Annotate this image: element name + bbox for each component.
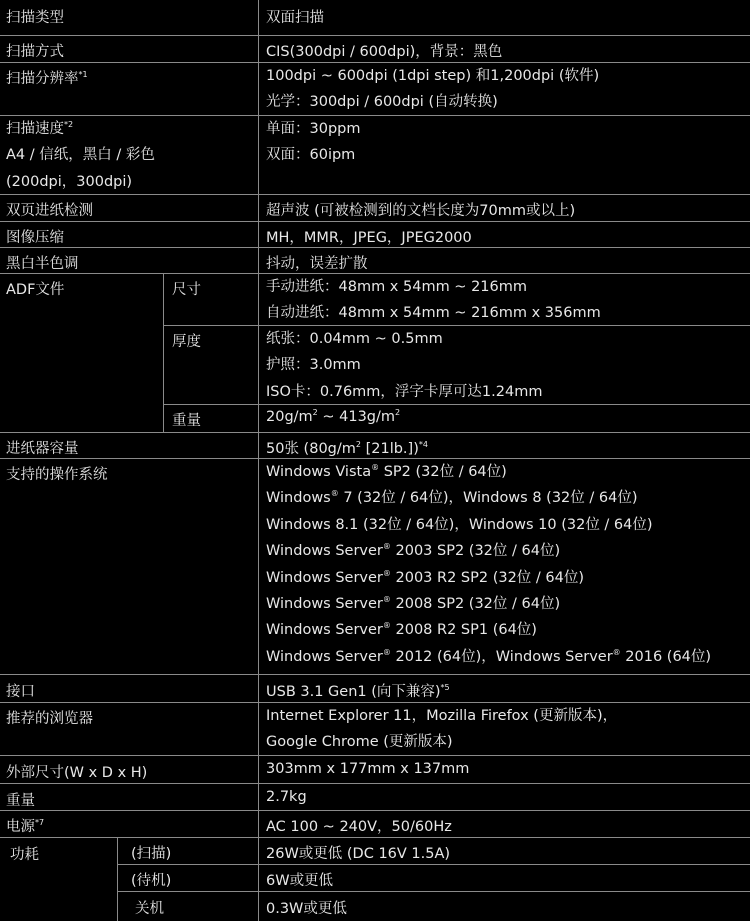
power-value: AC 100 ~ 240V，50/60Hz	[266, 819, 452, 835]
os-values	[266, 459, 711, 670]
adf-thickness-label: 厚度	[172, 334, 201, 350]
adf-weight-value: $20g/m^2$ ~ $413g/m^2$	[266, 408, 401, 425]
capacity-label: 进纸器容量	[6, 441, 79, 457]
row-os	[0, 459, 750, 675]
row-scan-type	[0, 0, 750, 36]
compression-label: 图像压缩	[6, 230, 64, 246]
speed-duplex: 双面：60ipm	[266, 147, 356, 164]
consumption-scan-label: (扫描)	[131, 846, 172, 862]
double-feed-label: 双页进纸检测	[6, 203, 93, 219]
row-power	[0, 811, 750, 838]
scan-method-value: CIS(300dpi / 600dpi)，背景：黑色	[266, 44, 503, 60]
consumption-off-label: 关机	[135, 901, 164, 917]
interface-value: USB 3.1 Gen1 (向下兼容)$^{*5}$	[266, 683, 450, 700]
row-halftone	[0, 248, 750, 274]
os-line: Windows Server® 2008 SP2 (32位 / 64位)	[266, 594, 561, 612]
consumption-standby-value: 6W或更低	[266, 873, 334, 889]
interface-label: 接口	[6, 684, 35, 700]
adf-size	[163, 274, 750, 326]
consumption-label: 功耗	[10, 847, 39, 863]
consumption-scan-value: 26W或更低 (DC 16V 1.5A)	[266, 846, 451, 862]
row-browser	[0, 703, 750, 756]
double-feed-value: 超声波 (可被检测到的文档长度为70mm或以上)	[266, 203, 576, 219]
scan-type-value: 双面扫描	[266, 10, 324, 26]
dimensions-label: 外部尺寸(W x D x H)	[6, 765, 148, 781]
speed-simplex: 单面：30ppm	[266, 121, 361, 137]
adf-label: ADF文件	[6, 282, 65, 298]
os-label: 支持的操作系统	[6, 467, 108, 483]
row-consumption	[0, 838, 750, 921]
row-compression	[0, 222, 750, 248]
os-line: Windows Vista® SP2 (32位 / 64位)	[266, 463, 507, 480]
browser-values: Internet Explorer 11，Mozilla Firefox (更新版本)， Google Chrome (更新版本)	[266, 708, 618, 751]
browser-label: 推荐的浏览器	[6, 711, 93, 727]
consumption-standby-label: (待机)	[131, 873, 172, 889]
scan-method-label: 扫描方式	[6, 44, 64, 60]
resolution-label: 扫描分辨率$^{*1}$	[6, 70, 88, 87]
adf-size-label: 尺寸	[172, 282, 201, 298]
adf-thickness	[163, 326, 750, 405]
os-line: Windows 8.1 (32位 / 64位)，Windows 10 (32位 / 64位)	[266, 516, 653, 533]
speed-label: 扫描速度$^{*2}$ A4 / 信纸，黑白 / 彩色 (200dpi，300dpi)	[6, 120, 155, 190]
scan-type-label: 扫描类型	[6, 10, 64, 26]
os-line: Windows Server® 2003 R2 SP2 (32位 / 64位)	[266, 568, 585, 586]
capacity-value: 50张 ($80g/m^2$ [21lb.])$^{*4}$	[266, 440, 428, 457]
weight-value: 2.7kg	[266, 789, 307, 805]
row-weight	[0, 784, 750, 811]
row-scan-method	[0, 36, 750, 63]
os-line: Windows Server® 2008 R2 SP1 (64位)	[266, 621, 537, 639]
consumption-standby	[117, 865, 750, 892]
os-line: Windows Server® 2012 (64位)，Windows Server® 2016 (64位)	[266, 647, 712, 665]
power-label: 电源$^{*7}$	[6, 818, 45, 835]
consumption-off	[117, 892, 750, 921]
row-double-feed	[0, 195, 750, 222]
dimensions-value: 303mm x 177mm x 137mm	[266, 761, 470, 777]
adf-size-values: 手动进纸：48mm x 54mm ~ 216mm 自动进纸：48mm x 54mm ~ 216mm x 356mm	[266, 279, 601, 322]
halftone-value: 抖动，误差扩散	[266, 256, 368, 272]
row-scan-speed	[0, 116, 750, 195]
adf-weight-label: 重量	[172, 413, 201, 429]
consumption-off-value: 0.3W或更低	[266, 901, 347, 917]
speed-values	[266, 116, 360, 169]
adf-thickness-values: 纸张：0.04mm ~ 0.5mm 护照：3.0mm ISO卡：0.76mm，浮字卡厚可达1.24mm	[266, 331, 543, 400]
row-dimensions	[0, 756, 750, 784]
resolution-line: 100dpi ~ 600dpi (1dpi step) 和1,200dpi (软件)	[266, 68, 600, 84]
consumption-scan	[117, 838, 750, 865]
resolution-values	[266, 63, 599, 116]
os-line: Windows® 7 (32位 / 64位)，Windows 8 (32位 / 64位)	[266, 489, 638, 507]
row-resolution	[0, 63, 750, 116]
os-line: Windows Server® 2003 SP2 (32位 / 64位)	[266, 542, 561, 560]
row-capacity	[0, 433, 750, 459]
row-adf	[0, 274, 750, 433]
row-interface	[0, 675, 750, 703]
resolution-line: 光学：300dpi / 600dpi (自动转换)	[266, 94, 498, 111]
halftone-label: 黑白半色调	[6, 256, 79, 272]
adf-weight	[163, 405, 750, 433]
weight-label: 重量	[6, 793, 35, 809]
compression-value: MH，MMR，JPEG，JPEG2000	[266, 230, 472, 246]
